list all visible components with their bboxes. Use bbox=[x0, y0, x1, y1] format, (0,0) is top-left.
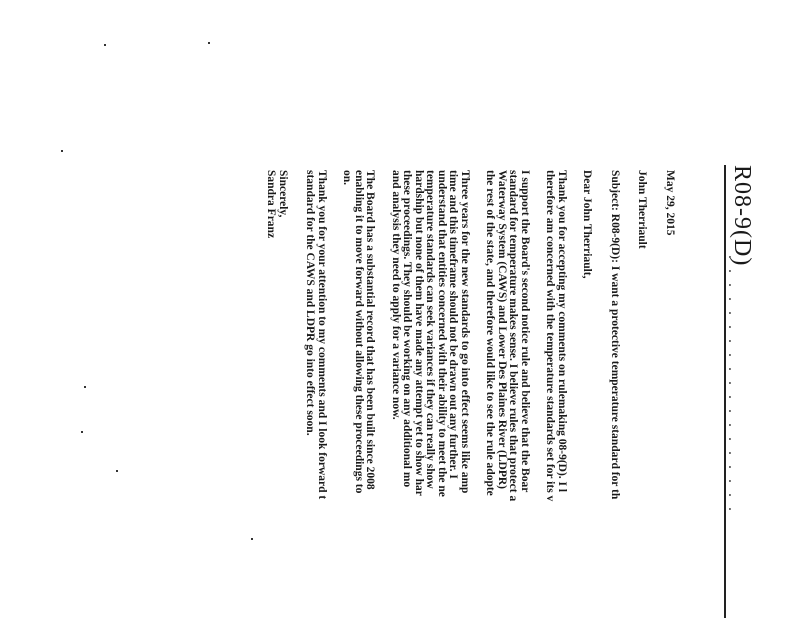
paragraph-intro bbox=[544, 170, 567, 618]
paragraph-line: understand that entities concerned with their ability to meet the ne bbox=[436, 170, 448, 497]
letter-closing: Sincerely, bbox=[277, 170, 289, 218]
paragraph-line: The Board has a substantial record that has been built since 2008 bbox=[364, 170, 377, 490]
paragraph-line: hardship but none of them have made any attempt yet to show har bbox=[413, 170, 425, 496]
paragraph-line: on. bbox=[341, 170, 354, 186]
paragraph-line: enabling it to move forward without allowing these proceedings to bbox=[353, 170, 365, 494]
paragraph-line: the rest of the state, and therefore would like to see the rule adopte bbox=[484, 170, 497, 496]
paragraph-line: time and this timeframe should not be drawn out any further. I bbox=[447, 170, 460, 479]
paragraph-support bbox=[484, 170, 530, 618]
scan-speck bbox=[208, 42, 210, 44]
paragraph-line: standard for temperature makes sense. I believe rules that protect a bbox=[507, 170, 520, 502]
scan-speck bbox=[116, 470, 118, 472]
paragraph-line: Thank you for your attention to my comments and I look forward t bbox=[316, 170, 328, 500]
paragraph-line: Three years for the new standards to go into effect seems like amp bbox=[459, 170, 471, 494]
scan-speck bbox=[61, 150, 63, 152]
paragraph-line: these proceedings. They should be working on any additional mo bbox=[401, 170, 414, 488]
docket-stamp-underline bbox=[724, 165, 726, 618]
paragraph-timeframe bbox=[390, 170, 471, 618]
letter-body bbox=[265, 170, 675, 618]
paragraph-line: temperature standards can seek variances if they can really show bbox=[424, 170, 437, 489]
paragraph-record bbox=[341, 170, 376, 618]
paragraph-line: Waterway System (CAWS) and Lower Des Plaines River (LDPR) bbox=[496, 170, 508, 489]
scan-speck bbox=[251, 538, 253, 540]
scan-speck bbox=[84, 386, 86, 388]
letter-salutation: Dear John Therriault, bbox=[581, 170, 594, 279]
letter-date: May 29, 2015 bbox=[664, 170, 676, 236]
letter-subject: Subject: R08-9(D): I want a protective temperature standard for th bbox=[609, 170, 621, 500]
paragraph-line: I support the Board's second notice rule and believe that the Boar bbox=[519, 170, 531, 493]
letter-signer: Sandra Franz bbox=[265, 170, 278, 239]
scan-speck bbox=[104, 44, 106, 46]
letter-recipient: John Therriault bbox=[636, 170, 649, 249]
docket-stamp-dots: . . . . . . . . . . . . . . . . . . . bbox=[725, 255, 742, 514]
paragraph-line: therefore am concerned with the temperature standards set for its v bbox=[544, 170, 557, 502]
paragraph-line: standard for the CAWS and LDPR go into effect soon. bbox=[304, 170, 317, 436]
scan-speck bbox=[81, 431, 83, 433]
docket-stamp: R08-9(D) bbox=[729, 165, 755, 267]
paragraph-line: Thank you for accepting my comments on rulemaking 08-9(D). I l bbox=[556, 170, 568, 493]
paragraph-closing-thanks bbox=[304, 170, 327, 618]
paragraph-line: and analysis they need to apply for a variance now. bbox=[390, 170, 402, 420]
